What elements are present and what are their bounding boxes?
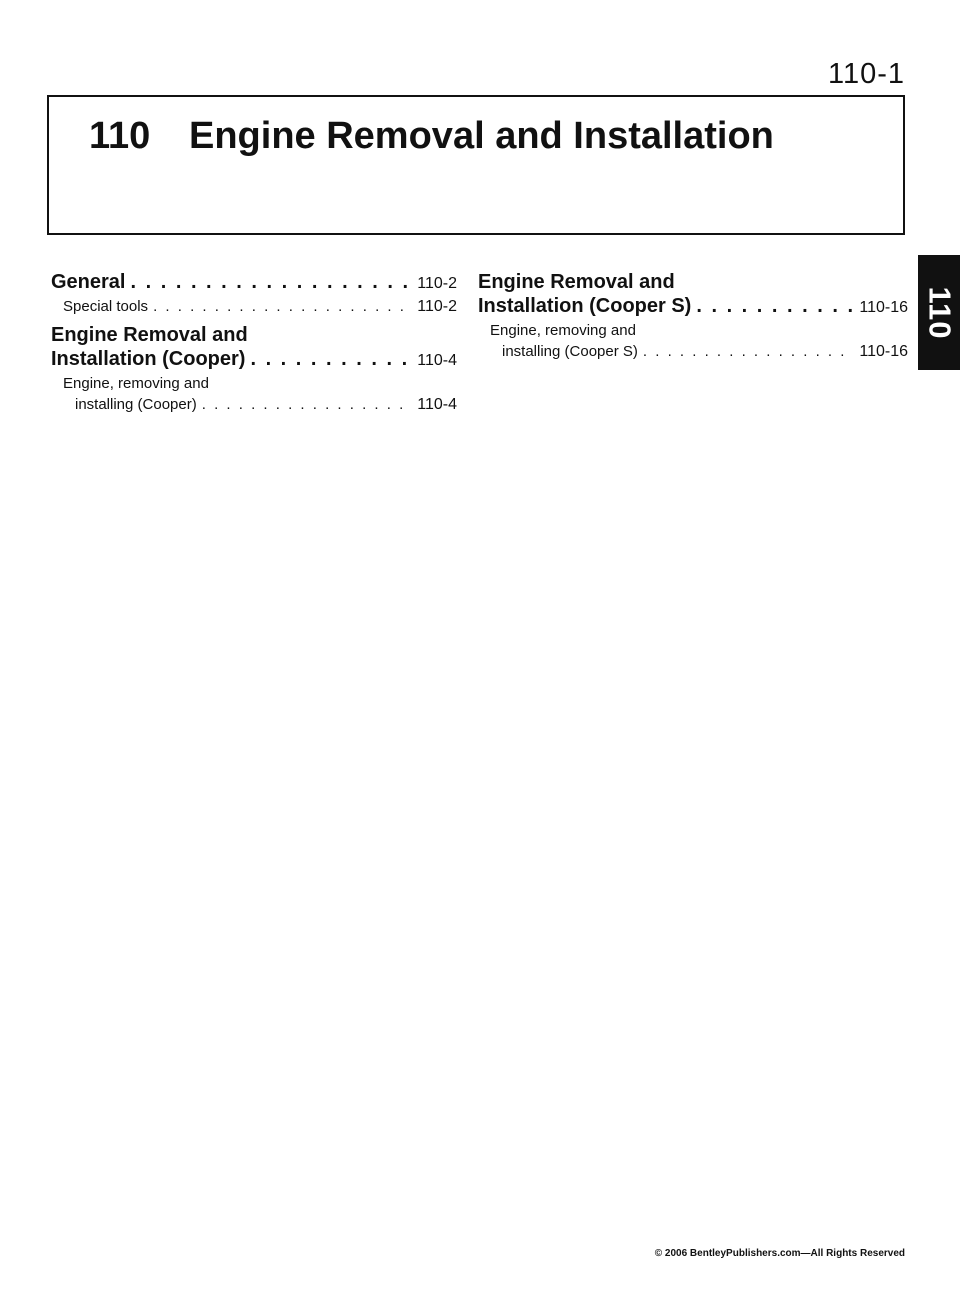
toc-entry-cooper-s-heading[interactable] — [478, 270, 908, 320]
toc-entry-page: 110-16 — [859, 343, 908, 360]
dot-leader — [250, 347, 412, 371]
chapter-title: Engine Removal and Installation — [189, 115, 774, 157]
copyright-footer: © 2006 BentleyPublishers.com—All Rights Reserved — [654, 1248, 905, 1259]
toc-entry-cooper-heading[interactable] — [51, 323, 457, 373]
toc-entry-label-line1: Engine Removal and — [478, 271, 675, 293]
chapter-title-box — [47, 95, 905, 235]
toc-entry-label-line1: Engine, removing and — [63, 375, 209, 392]
dot-leader — [643, 341, 854, 362]
toc-entry-page: 110-16 — [859, 299, 908, 316]
toc-entry-label-line2: installing (Cooper) — [75, 396, 197, 413]
toc-entry-special-tools[interactable] — [51, 296, 457, 317]
dot-leader — [696, 294, 854, 318]
dot-leader — [153, 296, 412, 317]
toc-entry-cooper-sub[interactable] — [51, 373, 457, 415]
toc-right-column — [478, 270, 908, 362]
toc-entry-label-line2: Installation (Cooper S) — [478, 295, 692, 317]
toc-entry-label: Special tools — [63, 298, 149, 315]
chapter-number: 110 — [89, 115, 151, 157]
toc-entry-page: 110-2 — [417, 298, 457, 315]
chapter-side-tab — [918, 255, 960, 370]
toc-entry-general[interactable] — [51, 270, 457, 296]
toc-entry-label-line1: Engine, removing and — [490, 322, 636, 339]
dot-leader — [130, 270, 412, 294]
toc-entry-label-line2: Installation (Cooper) — [51, 348, 246, 370]
toc-entry-label: General — [51, 271, 126, 293]
toc-entry-label-line2: installing (Cooper S) — [502, 343, 638, 360]
toc-entry-page: 110-4 — [417, 352, 457, 369]
dot-leader — [202, 394, 413, 415]
toc-left-column — [51, 270, 457, 415]
toc-entry-page: 110-2 — [417, 275, 457, 292]
page-number: 110-1 — [827, 58, 905, 90]
toc-entry-page: 110-4 — [417, 396, 457, 413]
side-tab-label: 110 — [922, 285, 958, 340]
toc-entry-cooper-s-sub[interactable] — [478, 320, 908, 362]
toc-entry-label-line1: Engine Removal and — [51, 324, 248, 346]
